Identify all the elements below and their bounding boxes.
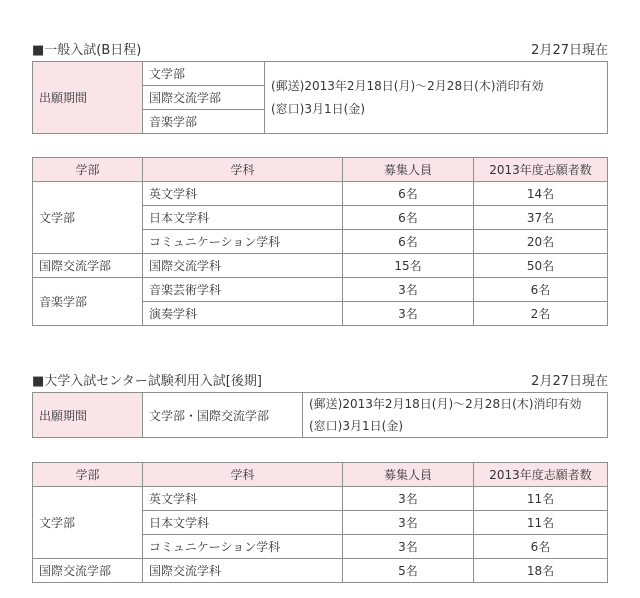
- as-of-date: 2月27日現在: [531, 373, 608, 389]
- period-label: 出願期間: [33, 393, 143, 438]
- period-dept: 文学部: [143, 62, 265, 86]
- quota-cell: 6名: [343, 206, 474, 230]
- table-row: [33, 487, 608, 511]
- quota-cell: 3名: [343, 487, 474, 511]
- col-header: 学部: [33, 463, 143, 487]
- table-header-row: [33, 463, 608, 487]
- quota-table-2: [32, 462, 608, 583]
- col-header: 学科: [143, 158, 343, 182]
- applicants-cell: 14名: [474, 182, 608, 206]
- section-header: [32, 369, 608, 389]
- period-dates: [265, 62, 608, 134]
- quota-cell: 3名: [343, 302, 474, 326]
- faculty-cell: 音楽学部: [33, 278, 143, 326]
- period-dept: 文学部・国際交流学部: [143, 393, 303, 438]
- dept-cell: 日本文学科: [143, 511, 343, 535]
- dept-cell: 英文学科: [143, 182, 343, 206]
- period-mail: (郵送)2013年2月18日(月)〜2月28日(木)消印有効: [271, 78, 544, 93]
- table-header-row: [33, 158, 608, 182]
- applicants-cell: 37名: [474, 206, 608, 230]
- dept-cell: コミュニケーション学科: [143, 230, 343, 254]
- section-title: ■一般入試(B日程): [32, 42, 142, 58]
- col-header: 学部: [33, 158, 143, 182]
- as-of-date: 2月27日現在: [531, 42, 608, 58]
- faculty-cell: 文学部: [33, 182, 143, 254]
- applicants-cell: 11名: [474, 511, 608, 535]
- quota-cell: 5名: [343, 559, 474, 583]
- quota-cell: 6名: [343, 182, 474, 206]
- application-period-table-1: [32, 61, 608, 134]
- col-header: 募集人員: [343, 463, 474, 487]
- dept-cell: コミュニケーション学科: [143, 535, 343, 559]
- table-row: [33, 182, 608, 206]
- dept-cell: 演奏学科: [143, 302, 343, 326]
- applicants-cell: 11名: [474, 487, 608, 511]
- col-header: 2013年度志願者数: [474, 158, 608, 182]
- section-title: ■大学入試センター試験利用入試[後期]: [32, 373, 262, 389]
- period-dates: [303, 393, 608, 438]
- period-counter: (窓口)3月1日(金): [309, 419, 403, 433]
- quota-cell: 3名: [343, 511, 474, 535]
- period-dept: 音楽学部: [143, 110, 265, 134]
- section-general-exam: [32, 38, 608, 58]
- period-dept: 国際交流学部: [143, 86, 265, 110]
- applicants-cell: 20名: [474, 230, 608, 254]
- col-header: 募集人員: [343, 158, 474, 182]
- quota-cell: 3名: [343, 278, 474, 302]
- faculty-cell: 文学部: [33, 487, 143, 559]
- table-row: [33, 254, 608, 278]
- dept-cell: 日本文学科: [143, 206, 343, 230]
- dept-cell: 音楽芸術学科: [143, 278, 343, 302]
- section-center-exam: [32, 369, 608, 389]
- applicants-cell: 6名: [474, 278, 608, 302]
- application-period-table-2: [32, 392, 608, 438]
- period-mail: (郵送)2013年2月18日(月)〜2月28日(木)消印有効: [309, 397, 582, 411]
- applicants-cell: 18名: [474, 559, 608, 583]
- faculty-cell: 国際交流学部: [33, 559, 143, 583]
- quota-table-1: [32, 157, 608, 326]
- quota-cell: 6名: [343, 230, 474, 254]
- quota-cell: 3名: [343, 535, 474, 559]
- applicants-cell: 6名: [474, 535, 608, 559]
- table-row: [33, 559, 608, 583]
- table-row: [33, 278, 608, 302]
- applicants-cell: 2名: [474, 302, 608, 326]
- dept-cell: 英文学科: [143, 487, 343, 511]
- period-label: 出願期間: [33, 62, 143, 134]
- dept-cell: 国際交流学科: [143, 559, 343, 583]
- faculty-cell: 国際交流学部: [33, 254, 143, 278]
- section-header: [32, 38, 608, 58]
- quota-cell: 15名: [343, 254, 474, 278]
- col-header: 学科: [143, 463, 343, 487]
- period-counter: (窓口)3月1日(金): [271, 101, 365, 116]
- col-header: 2013年度志願者数: [474, 463, 608, 487]
- applicants-cell: 50名: [474, 254, 608, 278]
- dept-cell: 国際交流学科: [143, 254, 343, 278]
